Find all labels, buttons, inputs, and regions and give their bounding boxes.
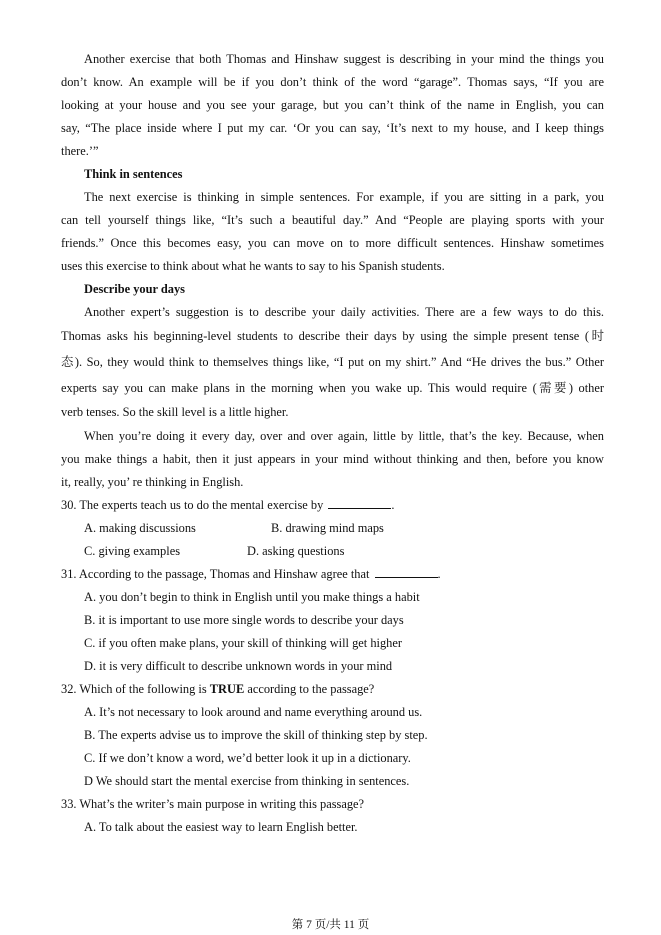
answer-blank	[375, 566, 438, 578]
question-31-stem	[61, 566, 441, 582]
question-32-text-post: according to the passage?	[247, 682, 375, 696]
question-30-text: 30. The experts teach us to do the mental exercise by	[61, 498, 324, 512]
question-31-option-a: A. you don’t begin to think in English until you make things a habit	[84, 590, 420, 604]
passage-para1-line4: say, “The place inside where I put my car. ‘Or you can say, ‘It’s next to my house, and I keep things	[61, 121, 604, 135]
question-32-option-d: D We should start the mental exercise from thinking in sentences.	[84, 774, 410, 788]
passage-para3-line2: Thomas asks his beginning-level students to describe their days by using the simple present tense (时	[61, 329, 604, 343]
passage-para1-line2: don’t know. An example will be if you don’t think of the word “garage”. Thomas says, “If you are	[61, 75, 604, 89]
passage-para2-line2: can tell yourself things like, “It’s such a beautiful day.” And “People are playing sports with your	[61, 213, 604, 227]
page-number-footer: 第 7 页/共 11 页	[291, 919, 370, 931]
question-32-emphasis: TRUE	[209, 682, 245, 696]
passage-para3-line5: verb tenses. So the skill level is a little higher.	[61, 405, 289, 419]
passage-para1-line1: Another exercise that both Thomas and Hinshaw suggest is describing in your mind the things you	[84, 52, 604, 66]
question-30-option-d: D. asking questions	[247, 544, 345, 558]
answer-blank	[328, 497, 391, 509]
question-32-option-a: A. It’s not necessary to look around and name everything around us.	[84, 705, 423, 719]
passage-para1-line3: looking at your house and you see your garage, but you can’t think of the name in English, you can	[61, 98, 604, 112]
question-31-period: .	[437, 567, 441, 581]
passage-para4-line3: it, really, you’ re thinking in English.	[61, 475, 244, 489]
question-30-option-b: B. drawing mind maps	[271, 521, 384, 535]
passage-para2-line4: uses this exercise to think about what he wants to say to his Spanish students.	[61, 259, 445, 273]
passage-para2-line1: The next exercise is thinking in simple sentences. For example, if you are sitting in a park, you	[84, 190, 604, 204]
passage-para3-line4: experts say you can make plans in the morning when you wake up. This would require (需要) other	[61, 381, 604, 395]
question-32-option-b: B. The experts advise us to improve the skill of thinking step by step.	[84, 728, 428, 742]
passage-para2-line3: friends.” Once this becomes easy, you can move on to more difficult sentences. Hinshaw sometimes	[61, 236, 604, 250]
question-32-option-c: C. If we don’t know a word, we’d better look it up in a dictionary.	[84, 751, 411, 765]
question-30-stem	[61, 497, 395, 513]
question-32-stem	[61, 681, 374, 697]
question-33-stem: 33. What’s the writer’s main purpose in writing this passage?	[61, 797, 365, 811]
question-33-option-a: A. To talk about the easiest way to learn English better.	[84, 820, 358, 834]
passage-para4-line2: you make things a habit, then it just appears in your mind without thinking and then, before you know	[61, 452, 604, 466]
question-30-option-a: A. making discussions	[84, 521, 196, 535]
question-31-option-c: C. if you often make plans, your skill of thinking will get higher	[84, 636, 402, 650]
passage-para3-line3: 态). So, they would think to themselves things like, “I put on my shirt.” And “He drives the bus.” Other	[61, 355, 604, 369]
question-30-period: .	[391, 498, 395, 512]
question-32-text-pre: 32. Which of the following is	[61, 682, 207, 696]
section-heading-think-in-sentences: Think in sentences	[84, 167, 183, 181]
passage-para4-line1: When you’re doing it every day, over and over again, little by little, that’s the key. Because, when	[84, 429, 604, 443]
section-heading-describe-your-days: Describe your days	[84, 282, 185, 296]
question-31-option-b: B. it is important to use more single words to describe your days	[84, 613, 404, 627]
question-31-option-d: D. it is very difficult to describe unknown words in your mind	[84, 659, 393, 673]
passage-para3-line1: Another expert’s suggestion is to describe your daily activities. There are a few ways to do this.	[84, 305, 604, 319]
question-30-option-c: C. giving examples	[84, 544, 181, 558]
question-31-text: 31. According to the passage, Thomas and Hinshaw agree that	[61, 567, 370, 581]
passage-para1-line5: there.’”	[61, 144, 99, 158]
